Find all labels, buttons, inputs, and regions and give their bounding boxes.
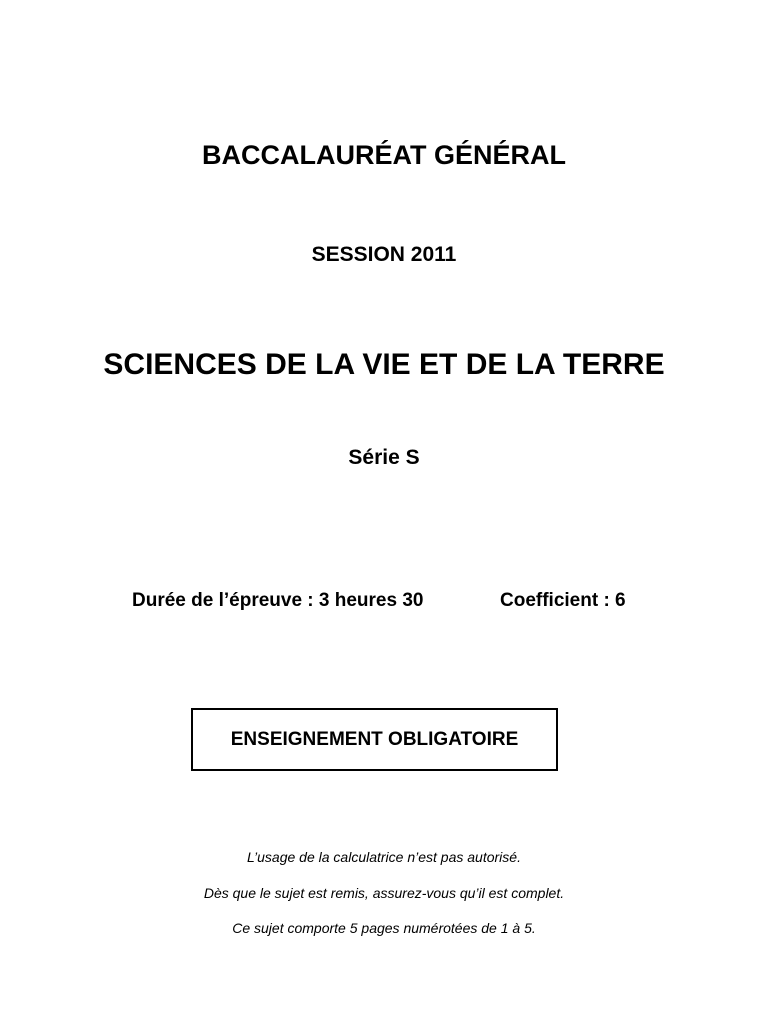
completeness-note: Dès que le sujet est remis, assurez-vous qu’il est complet.	[203, 885, 565, 901]
session-year: SESSION 2011	[311, 243, 457, 266]
exam-meta-row	[132, 590, 626, 612]
coefficient-text: Coefficient : 6	[500, 590, 626, 611]
page-count-note: Ce sujet comporte 5 pages numérotées de 1 à 5.	[232, 920, 536, 936]
track-box	[191, 708, 558, 771]
duration-text: Durée de l’épreuve : 3 heures 30	[132, 590, 424, 611]
subject-title: SCIENCES DE LA VIE ET DE LA TERRE	[103, 348, 665, 381]
track-label: ENSEIGNEMENT OBLIGATOIRE	[230, 728, 519, 750]
series-label: Série S	[348, 446, 420, 469]
calculator-note: L’usage de la calculatrice n’est pas autorisé.	[247, 849, 521, 865]
exam-title: BACCALAURÉAT GÉNÉRAL	[202, 140, 566, 170]
